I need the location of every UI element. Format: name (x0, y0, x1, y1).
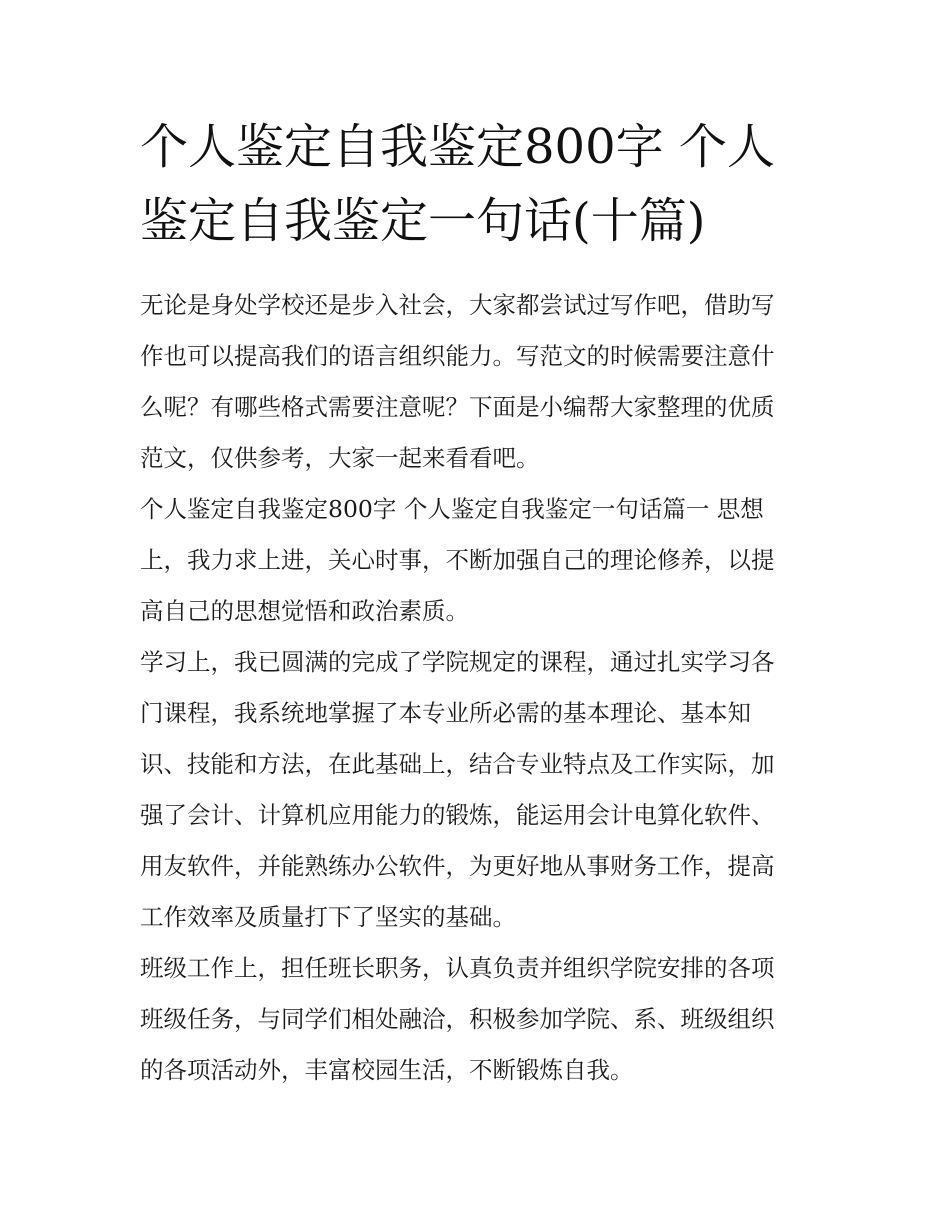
text-line: 无论是身处学校还是步入社会，大家都尝试过写作吧，借助写 (140, 291, 775, 319)
paragraph-study (140, 637, 820, 943)
title-line: 个人鉴定自我鉴定800字 个人 (140, 119, 775, 175)
text-line: 上，我力求上进，关心时事，不断加强自己的理论修养，以提 (140, 546, 775, 574)
text-line: 用友软件，并能熟练办公软件，为更好地从事财务工作，提高 (140, 852, 775, 880)
text-line: 识、技能和方法，在此基础上，结合专业特点及工作实际，加 (140, 750, 775, 778)
text-line: 作也可以提高我们的语言组织能力。写范文的时候需要注意什 (140, 342, 775, 370)
text-line: 学习上，我已圆满的完成了学院规定的课程，通过扎实学习各 (140, 648, 775, 676)
text-line: 班级任务，与同学们相处融洽，积极参加学院、系、班级组织 (140, 1005, 775, 1033)
text-line: 强了会计、计算机应用能力的锻炼，能运用会计电算化软件、 (140, 801, 775, 829)
document-body (140, 280, 820, 1096)
document-title (140, 110, 820, 258)
text-line: 门课程，我系统地掌握了本专业所必需的基本理论、基本知 (140, 699, 751, 727)
text-line: 么呢？有哪些格式需要注意呢？下面是小编帮大家整理的优质 (140, 393, 775, 421)
text-line: 班级工作上，担任班长职务，认真负责并组织学院安排的各项 (140, 954, 775, 982)
text-line: 工作效率及质量打下了坚实的基础。 (140, 903, 516, 931)
paragraph-class-work (140, 943, 820, 1096)
text-line: 个人鉴定自我鉴定800字 个人鉴定自我鉴定一句话篇一 思想 (140, 495, 764, 523)
text-line: 高自己的思想觉悟和政治素质。 (140, 597, 469, 625)
paragraph-thought (140, 484, 820, 637)
text-line: 范文，仅供参考，大家一起来看看吧。 (140, 444, 540, 472)
paragraph-intro (140, 280, 820, 484)
text-line: 的各项活动外，丰富校园生活，不断锻炼自我。 (140, 1056, 634, 1084)
title-line: 鉴定自我鉴定一句话(十篇) (140, 193, 706, 249)
